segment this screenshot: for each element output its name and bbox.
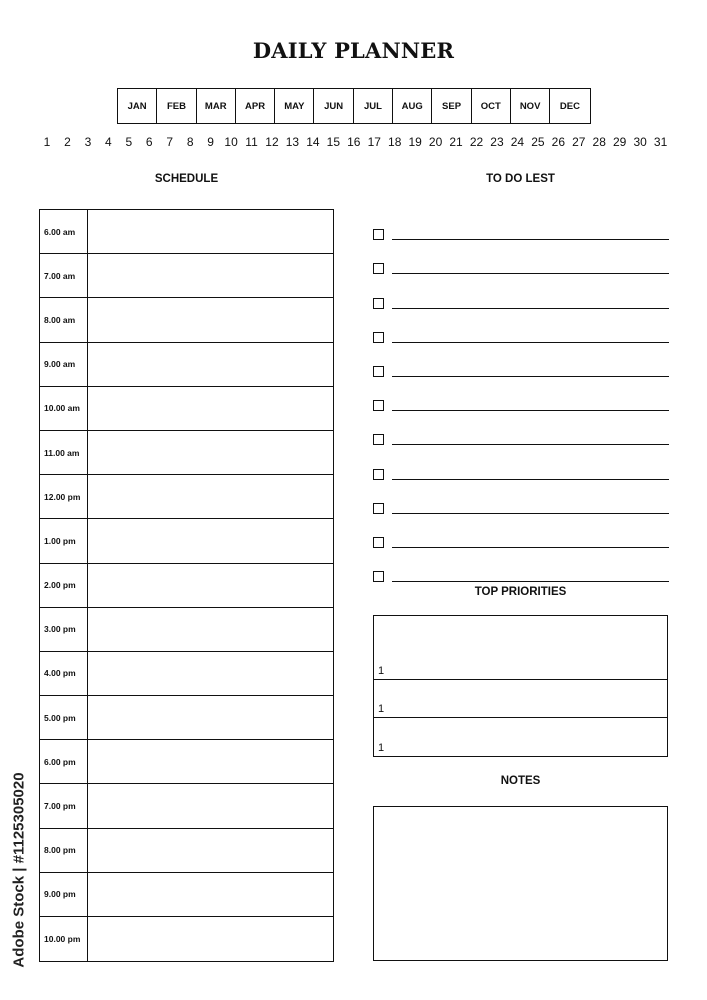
priority-line[interactable] [390,680,667,717]
schedule-slot[interactable] [88,608,333,651]
day-15[interactable]: 15 [326,135,341,149]
schedule-row [40,696,333,740]
schedule-slot[interactable] [88,387,333,430]
schedule-time: 4.00 pm [40,652,88,695]
todo-item [373,480,669,514]
schedule-time: 7.00 pm [40,784,88,827]
todo-line[interactable] [392,479,669,480]
schedule-slot[interactable] [88,298,333,341]
day-13[interactable]: 13 [285,135,300,149]
day-25[interactable]: 25 [531,135,545,149]
watermark-text: Adobe Stock | #1125305020 [10,772,28,968]
priority-line[interactable] [390,718,667,756]
todo-checkbox[interactable] [373,571,384,582]
day-5[interactable]: 5 [125,135,133,149]
todo-item [373,343,669,377]
month-jan[interactable]: JAN [118,89,157,123]
schedule-row [40,917,333,961]
schedule-row [40,740,333,784]
schedule-slot[interactable] [88,254,333,297]
schedule-time: 3.00 pm [40,608,88,651]
month-feb[interactable]: FEB [157,89,196,123]
todo-checkbox[interactable] [373,537,384,548]
schedule-time: 8.00 pm [40,829,88,872]
schedule-row [40,298,333,342]
todo-checkbox[interactable] [373,263,384,274]
day-6[interactable]: 6 [145,135,153,149]
schedule-slot[interactable] [88,475,333,518]
schedule-slot[interactable] [88,343,333,386]
day-22[interactable]: 22 [469,135,484,149]
schedule-row [40,475,333,519]
day-14[interactable]: 14 [306,135,320,149]
todo-checkbox[interactable] [373,469,384,480]
day-20[interactable]: 20 [428,135,443,149]
day-24[interactable]: 24 [510,135,525,149]
day-10[interactable]: 10 [224,135,238,149]
schedule-time: 8.00 am [40,298,88,341]
day-selector [38,135,670,149]
todo-item [373,548,669,582]
schedule-slot[interactable] [88,829,333,872]
day-7[interactable]: 7 [166,135,174,149]
schedule-time: 10.00 am [40,387,88,430]
priority-row [374,718,667,756]
month-jun[interactable]: JUN [314,89,353,123]
priority-line[interactable] [390,642,667,679]
month-mar[interactable]: MAR [197,89,236,123]
priority-row [374,680,667,718]
todo-heading: TO DO LEST [486,173,555,185]
todo-line[interactable] [392,444,669,445]
priority-row [374,642,667,680]
month-aug[interactable]: AUG [393,89,432,123]
todo-line[interactable] [392,376,669,377]
schedule-time: 9.00 pm [40,873,88,916]
todo-checkbox[interactable] [373,503,384,514]
todo-item [373,309,669,343]
priorities-box [373,615,668,757]
todo-list [373,206,669,582]
schedule-time: 6.00 pm [40,740,88,783]
schedule-slot[interactable] [88,652,333,695]
day-4[interactable]: 4 [105,135,112,149]
todo-line[interactable] [392,239,669,240]
todo-line[interactable] [392,547,669,548]
schedule-row [40,564,333,608]
priority-number: 1 [378,703,385,715]
day-11[interactable]: 11 [245,135,258,149]
day-16[interactable]: 16 [347,135,361,149]
todo-checkbox[interactable] [373,434,384,445]
page-title: DAILY PLANNER [252,38,455,63]
todo-item [373,206,669,240]
day-31[interactable]: 31 [653,135,668,149]
day-23[interactable]: 23 [490,135,504,149]
day-2[interactable]: 2 [64,135,71,149]
day-3[interactable]: 3 [84,135,92,149]
priority-number: 1 [378,665,385,677]
schedule-slot[interactable] [88,917,333,961]
schedule-time: 9.00 am [40,343,88,386]
todo-checkbox[interactable] [373,332,384,343]
day-27[interactable]: 27 [572,135,586,149]
schedule-row [40,519,333,563]
schedule-slot[interactable] [88,784,333,827]
schedule-time: 5.00 pm [40,696,88,739]
day-9[interactable]: 9 [207,135,214,149]
schedule-row [40,829,333,873]
month-selector [117,88,591,124]
todo-item [373,514,669,548]
todo-checkbox[interactable] [373,400,384,411]
schedule-time: 1.00 pm [40,519,88,562]
todo-checkbox[interactable] [373,229,384,240]
schedule-row [40,210,333,254]
day-1[interactable]: 1 [43,135,51,149]
schedule-slot[interactable] [88,519,333,562]
schedule-row [40,784,333,828]
todo-item [373,274,669,308]
schedule-heading: SCHEDULE [154,173,219,185]
todo-line[interactable] [392,581,669,582]
day-17[interactable]: 17 [367,135,381,149]
schedule-row [40,652,333,696]
day-29[interactable]: 29 [613,135,627,149]
month-may[interactable]: MAY [275,89,314,123]
schedule-row [40,387,333,431]
schedule-row [40,343,333,387]
schedule-slot[interactable] [88,696,333,739]
schedule-row [40,873,333,917]
day-26[interactable]: 26 [551,135,565,149]
schedule-slot[interactable] [88,210,333,253]
schedule-table [39,209,334,962]
month-oct[interactable]: OCT [472,89,511,123]
schedule-slot[interactable] [88,873,333,916]
todo-item [373,445,669,479]
todo-line[interactable] [392,342,669,343]
schedule-time: 2.00 pm [40,564,88,607]
todo-item [373,411,669,445]
schedule-slot[interactable] [88,564,333,607]
schedule-row [40,254,333,298]
todo-line[interactable] [392,513,669,514]
schedule-time: 12.00 pm [40,475,88,518]
month-dec[interactable]: DEC [559,100,580,112]
month-apr[interactable]: APR [236,89,275,123]
stock-watermark [8,755,30,985]
todo-item [373,377,669,411]
schedule-time: 10.00 pm [40,917,88,961]
priorities-heading: TOP PRIORITIES [474,586,567,598]
notes-box[interactable] [373,806,668,961]
month-sep[interactable]: SEP [432,89,471,123]
schedule-row [40,431,333,475]
todo-item [373,240,669,274]
day-18[interactable]: 18 [388,135,402,149]
todo-checkbox[interactable] [373,366,384,377]
day-21[interactable]: 21 [449,135,463,149]
notes-heading: NOTES [500,775,541,787]
schedule-time: 6.00 am [40,210,88,253]
schedule-time: 11.00 am [40,431,88,474]
priority-spacer [374,616,667,642]
schedule-slot[interactable] [88,740,333,783]
todo-line[interactable] [392,308,669,309]
priority-number: 1 [378,742,385,754]
todo-checkbox[interactable] [373,298,384,309]
day-28[interactable]: 28 [592,135,606,149]
schedule-slot[interactable] [88,431,333,474]
day-12[interactable]: 12 [265,135,279,149]
schedule-time: 7.00 am [40,254,88,297]
todo-line[interactable] [392,410,669,411]
day-8[interactable]: 8 [186,135,194,149]
month-jul[interactable]: JUL [354,89,393,123]
schedule-row [40,608,333,652]
todo-line[interactable] [392,273,669,274]
month-nov[interactable]: NOV [511,89,550,123]
day-19[interactable]: 19 [408,135,422,149]
day-30[interactable]: 30 [633,135,647,149]
